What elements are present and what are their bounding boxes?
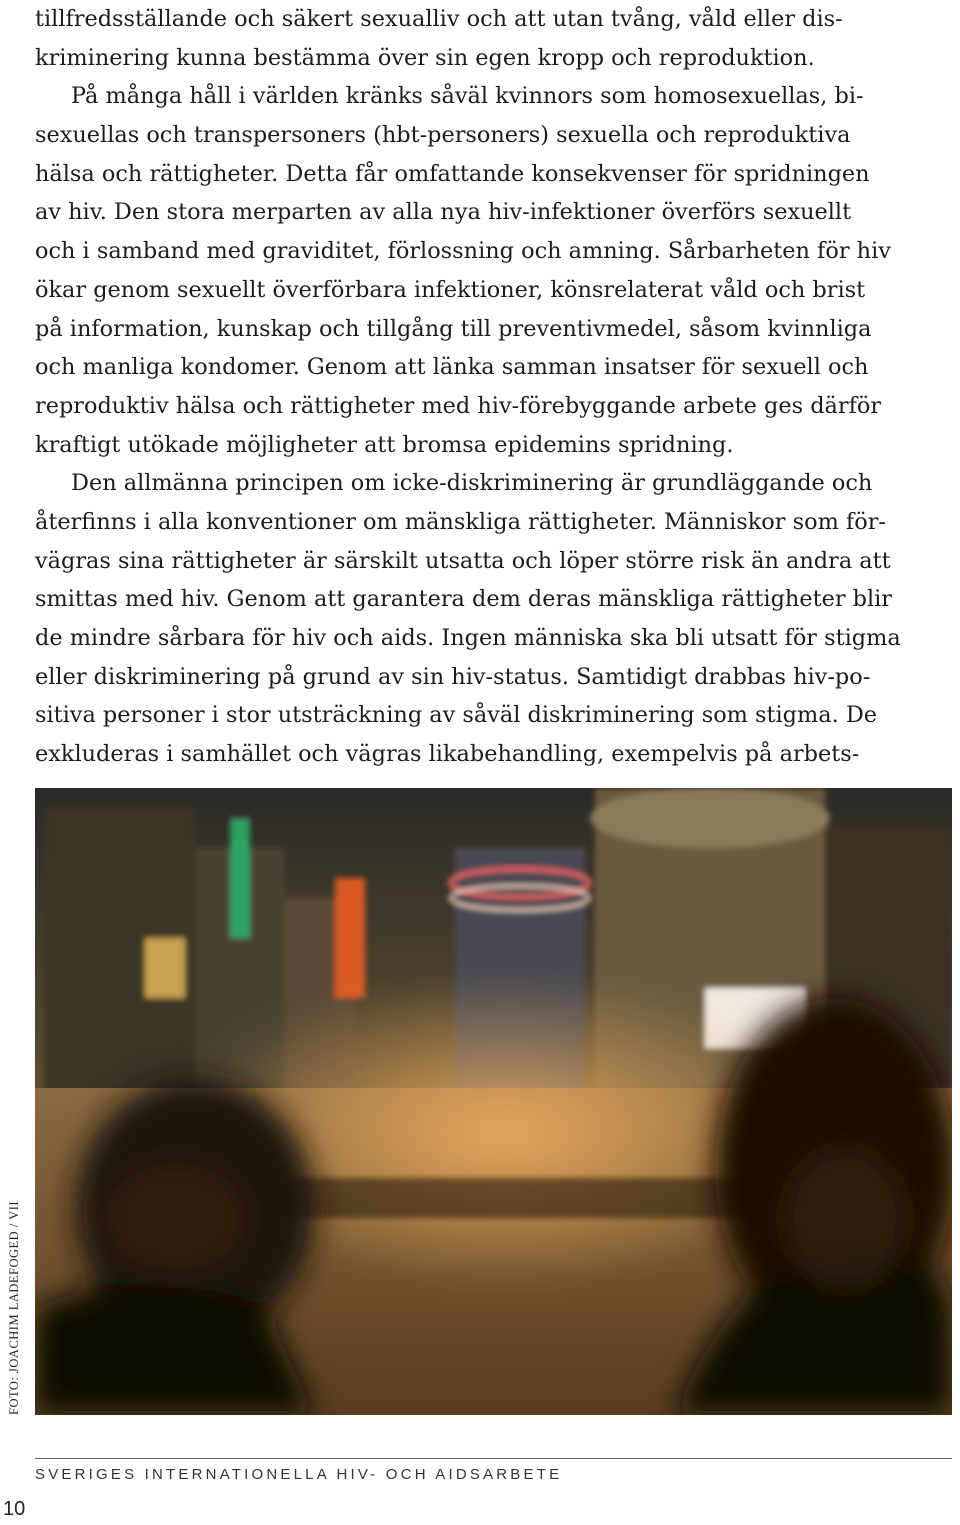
text-line: och i samband med graviditet, förlossning och amning. Sårbarheten för hiv xyxy=(35,238,891,265)
text-line: tillfredsställande och säkert sexualliv och att utan tvång, våld eller dis- xyxy=(35,6,843,32)
text-line: Den allmänna principen om icke-diskriminering är grundläggande och xyxy=(71,470,873,497)
city-night-photo xyxy=(35,788,952,1415)
footer-rule xyxy=(35,1458,952,1459)
text-line: reproduktiv hälsa och rättigheter med hiv-förebyggande arbete ges därför xyxy=(35,392,882,419)
text-line: eller diskriminering på grund av sin hiv-status. Samtidigt drabbas hiv-po- xyxy=(35,663,871,690)
body-text xyxy=(35,0,952,774)
text-line: På många håll i världen kränks såväl kvinnors som homosexuellas, bi- xyxy=(71,83,864,110)
text-line: smittas med hiv. Genom att garantera dem deras mänskliga rättigheter blir xyxy=(35,586,892,613)
text-line: kriminering kunna bestämma över sin egen kropp och reproduktion. xyxy=(35,44,815,71)
text-line: sitiva personer i stor utsträckning av såväl diskriminering som stigma. De xyxy=(35,702,878,729)
text-line: kraftigt utökade möjligheter att bromsa epidemins spridning. xyxy=(35,431,734,458)
text-line: ökar genom sexuellt överförbara infektioner, könsrelaterat våld och brist xyxy=(35,276,866,303)
photo-credit xyxy=(0,1180,30,1415)
photo-credit-text: FOTO: JOACHIM LADEFOGED / VII xyxy=(7,1200,21,1415)
text-line: exkluderas i samhället och vägras likabehandling, exempelvis på arbets- xyxy=(35,741,860,768)
text-line: sexuellas och transpersoners (hbt-personers) sexuella och reproduktiva xyxy=(35,122,851,149)
text-line: vägras sina rättigheter är särskilt utsatta och löper större risk än andra att xyxy=(35,547,891,574)
page-number: 10 xyxy=(3,1498,26,1520)
text-line: återfinns i alla konventioner om mänskliga rättigheter. Människor som för- xyxy=(35,508,886,535)
footer-title: SVERIGES INTERNATIONELLA HIV- OCH AIDSARBETE xyxy=(35,1466,563,1483)
text-line: de mindre sårbara för hiv och aids. Ingen människa ska bli utsatt för stigma xyxy=(35,625,901,651)
text-line: och manliga kondomer. Genom att länka samman insatser för sexuell och xyxy=(35,354,869,381)
text-line: hälsa och rättigheter. Detta får omfattande konsekvenser för spridningen xyxy=(35,160,870,187)
text-line: på information, kunskap och tillgång till preventivmedel, såsom kvinnliga xyxy=(35,315,872,342)
text-line: av hiv. Den stora merparten av alla nya hiv-infektioner överförs sexuellt xyxy=(35,199,852,226)
